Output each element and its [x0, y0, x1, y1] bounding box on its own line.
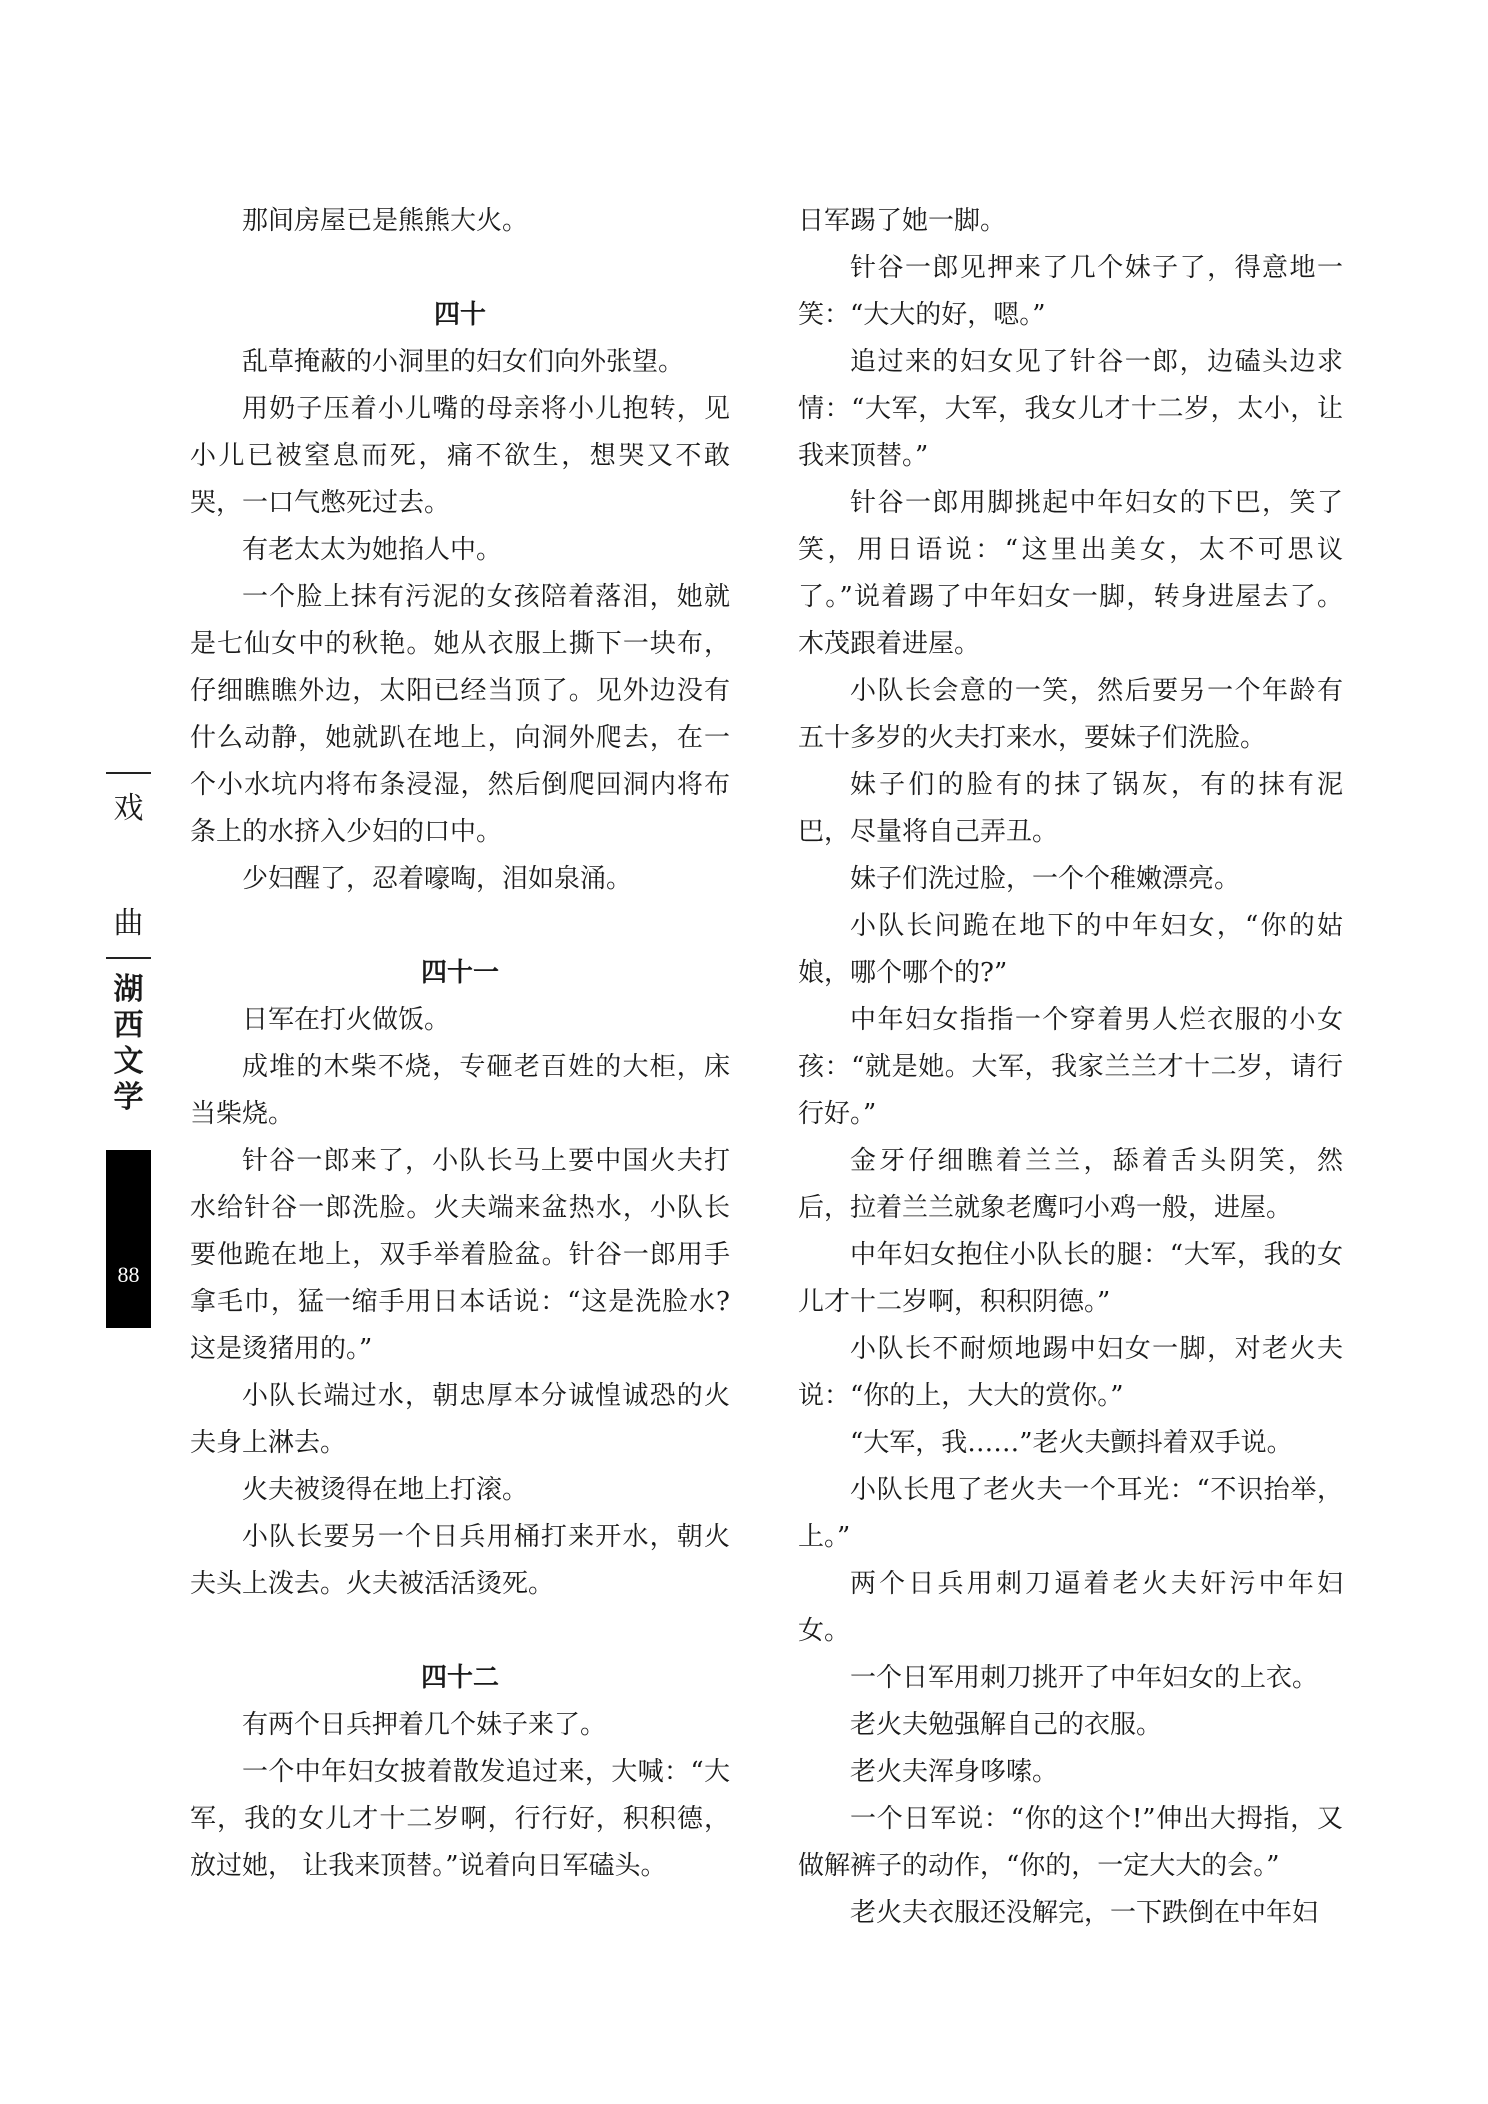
- paragraph: 乱草掩蔽的小洞里的妇女们向外张望。: [242, 347, 685, 377]
- left-text-column: [190, 198, 730, 1890]
- paragraph: “大军，我……”老火夫颤抖着双手说。: [850, 1428, 1293, 1458]
- paragraph: 那间房屋已是熊熊大火。: [242, 206, 529, 236]
- paragraph: 日军踢了她一脚。: [798, 206, 1007, 236]
- paragraph: 一个脸上抹有污泥的女孩陪着落泪，她就是七仙女中的秋艳。她从衣服上撕下一块布，仔细瞧瞧外边，太阳已经当顶了。见外边没有什么动静，她就趴在地上，向洞外爬去，在一个小水坑内将布条浸湿，然后倒爬回洞内将布条上的水挤入少妇的口中。: [190, 582, 730, 847]
- sidebar-rule-top: [106, 772, 151, 774]
- paragraph: 日军在打火做饭。: [242, 1005, 451, 1035]
- sidebar-rule-middle: [106, 957, 151, 959]
- paragraph: 一个中年妇女披着散发追过来，大喊：“大军，我的女儿才十二岁啊，行行好，积积德，放过她， 让我来顶替。”说着向日军磕头。: [190, 1757, 730, 1881]
- paragraph: 金牙仔细瞧着兰兰，舔着舌头阴笑，然后，拉着兰兰就象老鹰叼小鸡一般，进屋。: [798, 1146, 1343, 1223]
- section-spacer: [190, 1608, 730, 1655]
- paragraph: 小队长问跪在地下的中年妇女，“你的姑娘，哪个哪个的?”: [798, 911, 1343, 988]
- paragraph: 两个日兵用刺刀逼着老火夫奸污中年妇女。: [798, 1569, 1343, 1646]
- magazine-logo-char-2: 西: [113, 1008, 144, 1043]
- right-text-column: [798, 198, 1343, 1937]
- paragraph: 小队长端过水，朝忠厚本分诚惶诚恐的火夫身上淋去。: [190, 1381, 730, 1458]
- paragraph: 少妇醒了，忍着嚎啕，泪如泉涌。: [242, 864, 633, 894]
- paragraph: 针谷一郎用脚挑起中年妇女的下巴，笑了笑，用日语说：“这里出美女，太不可思议了。”说着踢了中年妇女一脚，转身进屋去了。木茂跟着进屋。: [798, 488, 1343, 659]
- paragraph: 一个日军说：“你的这个!”伸出大拇指，又做解裤子的动作，“你的，一定大大的会。”: [798, 1804, 1343, 1881]
- paragraph: 妹子们洗过脸，一个个稚嫩漂亮。: [850, 864, 1241, 894]
- paragraph: 老火夫衣服还没解完，一下跌倒在中年妇: [850, 1898, 1319, 1928]
- page-number: 88: [117, 1262, 140, 1287]
- paragraph: 一个日军用刺刀挑开了中年妇女的上衣。: [850, 1663, 1319, 1693]
- sidebar-section-char-1: 戏: [113, 791, 144, 826]
- section-heading: 四十二: [420, 1663, 499, 1693]
- paragraph: 针谷一郎来了，小队长马上要中国火夫打水给针谷一郎洗脸。火夫端来盆热水，小队长要他跪在地上，双手举着脸盆。针谷一郎用手拿毛巾，猛一缩手用日本话说：“这是洗脸水?这是烫猪用的。”: [190, 1146, 730, 1364]
- paragraph: 用奶子压着小儿嘴的母亲将小儿抱转，见小儿已被窒息而死，痛不欲生，想哭又不敢哭，一口气憋死过去。: [190, 394, 730, 518]
- paragraph: 成堆的木柴不烧，专砸老百姓的大柜，床当柴烧。: [190, 1052, 730, 1129]
- paragraph: 小队长要另一个日兵用桶打来开水，朝火夫头上泼去。火夫被活活烫死。: [190, 1522, 730, 1599]
- magazine-logo-char-3: 文: [113, 1044, 144, 1079]
- paragraph: 小队长会意的一笑，然后要另一个年龄有五十多岁的火夫打来水，要妹子们洗脸。: [798, 676, 1343, 753]
- paragraph: 针谷一郎见押来了几个妹子了，得意地一笑：“大大的好，嗯。”: [798, 253, 1343, 330]
- section-heading: 四十: [433, 300, 486, 330]
- paragraph: 妹子们的脸有的抹了锅灰，有的抹有泥巴，尽量将自己弄丑。: [798, 770, 1343, 847]
- magazine-logo-char-4: 学: [113, 1080, 144, 1115]
- paragraph: 中年妇女指指一个穿着男人烂衣服的小女孩：“就是她。大军，我家兰兰才十二岁，请行行好。”: [798, 1005, 1343, 1129]
- paragraph: 小队长甩了老火夫一个耳光：“不识抬举，上。”: [798, 1475, 1343, 1552]
- magazine-logo-char-1: 湖: [113, 972, 144, 1007]
- paragraph: 老火夫勉强解自己的衣服。: [850, 1710, 1163, 1740]
- paragraph: 有老太太为她掐人中。: [242, 535, 503, 565]
- page-number-block: [106, 1150, 151, 1328]
- paragraph: 中年妇女抱住小队长的腿：“大军，我的女儿才十二岁啊，积积阴德。”: [798, 1240, 1343, 1317]
- section-spacer: [190, 245, 730, 292]
- section-spacer: [190, 903, 730, 950]
- sidebar-section-char-2: 曲: [113, 906, 144, 941]
- paragraph: 火夫被烫得在地上打滚。: [242, 1475, 529, 1505]
- paragraph: 追过来的妇女见了针谷一郎，边磕头边求情：“大军，大军，我女儿才十二岁，太小，让我来顶替。”: [798, 347, 1343, 471]
- paragraph: 老火夫浑身哆嗦。: [850, 1757, 1059, 1787]
- paragraph: 有两个日兵押着几个妹子来了。: [242, 1710, 607, 1740]
- section-heading: 四十一: [420, 958, 499, 988]
- paragraph: 小队长不耐烦地踢中妇女一脚，对老火夫说：“你的上，大大的赏你。”: [798, 1334, 1343, 1411]
